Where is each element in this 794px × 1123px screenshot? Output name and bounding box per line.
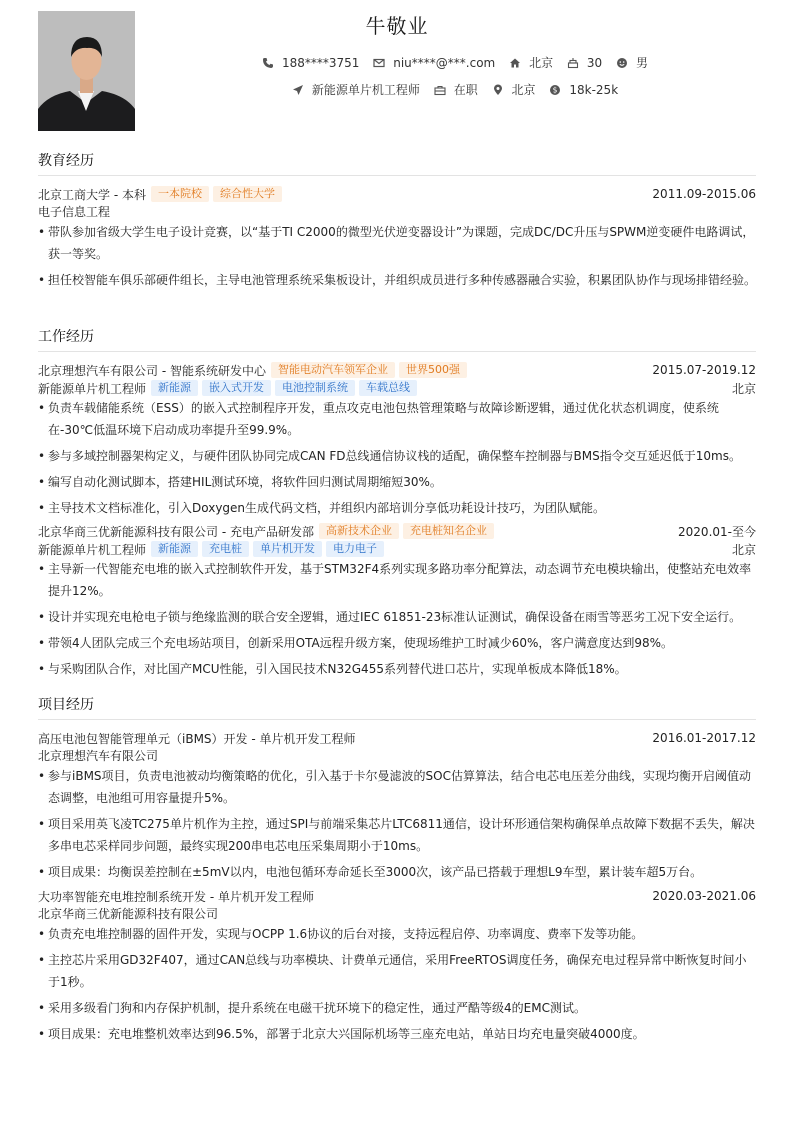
role: 新能源单片机工程师	[38, 542, 147, 557]
salary-item	[549, 83, 618, 97]
list-item: • 项目成果：充电堆整机效率达到96.5%，部署于北京大兴国际机场等三座充电站，单站日均充电量突破4000度。	[38, 1023, 756, 1045]
work-bullets	[38, 558, 756, 680]
gender-text: 男	[636, 56, 649, 70]
location-pin-icon	[492, 84, 504, 96]
candidate-name: 牛敬业	[365, 14, 429, 38]
list-item: • 主控芯片采用GD32F407，通过CAN总线与功率模块、计费单元通信，采用FreeRTOS调度任务，确保充电过程异常中断恢复时间小于1秒。	[38, 949, 756, 993]
skill-tag: 电池控制系统	[275, 380, 355, 396]
company-tag: 充电桩知名企业	[403, 523, 494, 539]
list-item: • 与采购团队合作，对比国产MCU性能，引入国民技术N32G455系列替代进口芯片，实现单板成本降低18%。	[38, 658, 756, 680]
email-text: niu****@***.com	[393, 55, 496, 70]
section-title: 项目经历	[38, 694, 756, 720]
position-item	[292, 81, 420, 98]
school-line: 北京工商大学 - 本科	[38, 187, 146, 202]
list-item: • 采用多级看门狗和内存保护机制，提升系统在电磁干扰环境下的稳定性，通过严酷等级4的EMC测试。	[38, 997, 756, 1019]
intent-city-text: 北京	[511, 83, 536, 97]
work-section	[38, 326, 756, 684]
cake-icon	[567, 57, 579, 69]
work-city: 北京	[731, 542, 756, 557]
project-date: 2016.01-2017.12	[652, 731, 756, 745]
money-icon	[549, 84, 561, 96]
work-city: 北京	[731, 381, 756, 396]
work-header	[38, 522, 756, 540]
salary-text: 18k-25k	[569, 82, 619, 97]
list-item: • 带队参加省级大学生电子设计竞赛，以“基于TI C2000的微型光伏逆变器设计”为课题，完成DC/DC升压与SPWM逆变硬件电路调试，获一等奖。	[38, 221, 756, 265]
intent-city-item	[492, 81, 536, 98]
list-item: • 项目成果：均衡误差控制在±5mV以内，电池包循环寿命延长至3000次，该产品已搭载于理想L9车型，累计装车超5万台。	[38, 861, 756, 883]
education-bullets	[38, 221, 756, 291]
company-tag: 高新技术企业	[319, 523, 399, 539]
major: 电子信息工程	[38, 205, 111, 219]
project-date: 2020.03-2021.06	[652, 889, 756, 903]
project-bullets	[38, 765, 756, 883]
company-tag: 世界500强	[399, 362, 467, 378]
company-tag: 智能电动汽车领军企业	[271, 362, 395, 378]
work-bullets	[38, 397, 756, 519]
work-role-row	[38, 540, 756, 558]
age-text: 30	[586, 55, 603, 70]
svg-text:$: $	[552, 85, 558, 95]
position-text: 新能源单片机工程师	[311, 83, 420, 97]
work-date: 2020.01-至今	[678, 524, 756, 539]
list-item: • 负责充电堆控制器的固件开发，实现与OCPP 1.6协议的后台对接，支持远程启停、功率调度、费率下发等功能。	[38, 923, 756, 945]
list-item: • 主导新一代智能充电堆的嵌入式控制软件开发，基于STM32F4系列实现多路功率分配算法，动态调节充电模块输出，使整站充电效率提升12%。	[38, 558, 756, 602]
list-item: • 参与多域控制器架构定义，与硬件团队协同完成CAN FD总线通信协议栈的适配，确保整车控制器与BMS指令交互延迟低于10ms。	[38, 445, 756, 467]
skill-tag: 新能源	[151, 380, 198, 396]
phone-text: 188****3751	[281, 55, 360, 70]
skill-tag: 嵌入式开发	[202, 380, 271, 396]
education-header	[38, 185, 756, 203]
skill-tag: 车载总线	[359, 380, 417, 396]
send-icon	[292, 84, 304, 96]
work-date: 2015.07-2019.12	[652, 363, 756, 377]
phone-item	[262, 56, 359, 70]
company-line: 北京华商三优新能源科技有限公司 - 充电产品研发部	[38, 524, 314, 539]
gender-item	[616, 54, 648, 71]
email-item	[373, 56, 495, 70]
project-header	[38, 729, 756, 747]
school-tag: 一本院校	[151, 186, 209, 202]
list-item: • 主导技术文档标准化，引入Doxygen生成代码文档，并组织内部培训分享低功耗设计技巧，为团队赋能。	[38, 497, 756, 519]
list-item: • 担任校智能车俱乐部硬件组长，主导电池管理系统采集板设计，并组织成员进行多种传感器融合实验，积累团队协作与现场排错经验。	[38, 269, 756, 291]
role: 新能源单片机工程师	[38, 381, 147, 396]
section-title: 工作经历	[38, 326, 756, 352]
status-text: 在职	[453, 83, 478, 97]
work-role-row	[38, 379, 756, 397]
age-item	[567, 56, 602, 70]
contact-info-row	[38, 54, 794, 72]
school-tag: 综合性大学	[213, 186, 282, 202]
work-header	[38, 361, 756, 379]
list-item: • 参与iBMS项目，负责电池被动均衡策略的优化，引入基于卡尔曼滤波的SOC估算算法，结合电芯电压差分曲线，实现均衡开启阈值动态调整，电池组可用容量提升5%。	[38, 765, 756, 809]
project-title: 高压电池包智能管理单元（iBMS）开发 - 单片机开发工程师	[38, 731, 356, 746]
project-title: 大功率智能充电堆控制系统开发 - 单片机开发工程师	[38, 889, 314, 904]
mail-icon	[373, 57, 385, 69]
project-bullets	[38, 923, 756, 1045]
briefcase-icon	[434, 84, 446, 96]
education-date: 2011.09-2015.06	[652, 187, 756, 201]
section-title: 教育经历	[38, 150, 756, 176]
education-section	[38, 150, 756, 295]
project-section	[38, 694, 756, 1049]
city-text: 北京	[529, 56, 554, 70]
list-item: • 带领4人团队完成三个充电场站项目，创新采用OTA远程升级方案，使现场维护工时减少60%，客户满意度达到98%。	[38, 632, 756, 654]
project-company: 北京华商三优新能源科技有限公司	[38, 907, 219, 921]
list-item: • 编写自动化测试脚本，搭建HIL测试环境，将软件回归测试周期缩短30%。	[38, 471, 756, 493]
skill-tag: 充电桩	[202, 541, 249, 557]
skill-tag: 单片机开发	[253, 541, 322, 557]
company-line: 北京理想汽车有限公司 - 智能系统研发中心	[38, 363, 266, 378]
project-header	[38, 887, 756, 905]
list-item: • 负责车载储能系统（ESS）的嵌入式控制程序开发，重点攻克电池包热管理策略与故障诊断逻辑，通过优化状态机调度，使系统在-30℃低温环境下启动成功率提升至99.9%。	[38, 397, 756, 441]
status-item	[434, 81, 478, 98]
smile-icon	[616, 57, 628, 69]
project-company: 北京理想汽车有限公司	[38, 749, 159, 763]
home-icon	[509, 57, 521, 69]
list-item: • 项目采用英飞凌TC275单片机作为主控，通过SPI与前端采集芯片LTC6811通信，设计环形通信架构确保单点故障下数据不丢失，解决多串电芯采样同步问题，最终实现200串电芯电压采集周期小于10ms。	[38, 813, 756, 857]
list-item: • 设计并实现充电枪电子锁与绝缘监测的联合安全逻辑，通过IEC 61851-23标准认证测试，确保设备在雨雪等恶劣工况下安全运行。	[38, 606, 756, 628]
skill-tag: 电力电子	[326, 541, 384, 557]
phone-icon	[262, 57, 274, 69]
city-item	[509, 54, 553, 71]
skill-tag: 新能源	[151, 541, 198, 557]
intent-info-row	[38, 81, 794, 99]
